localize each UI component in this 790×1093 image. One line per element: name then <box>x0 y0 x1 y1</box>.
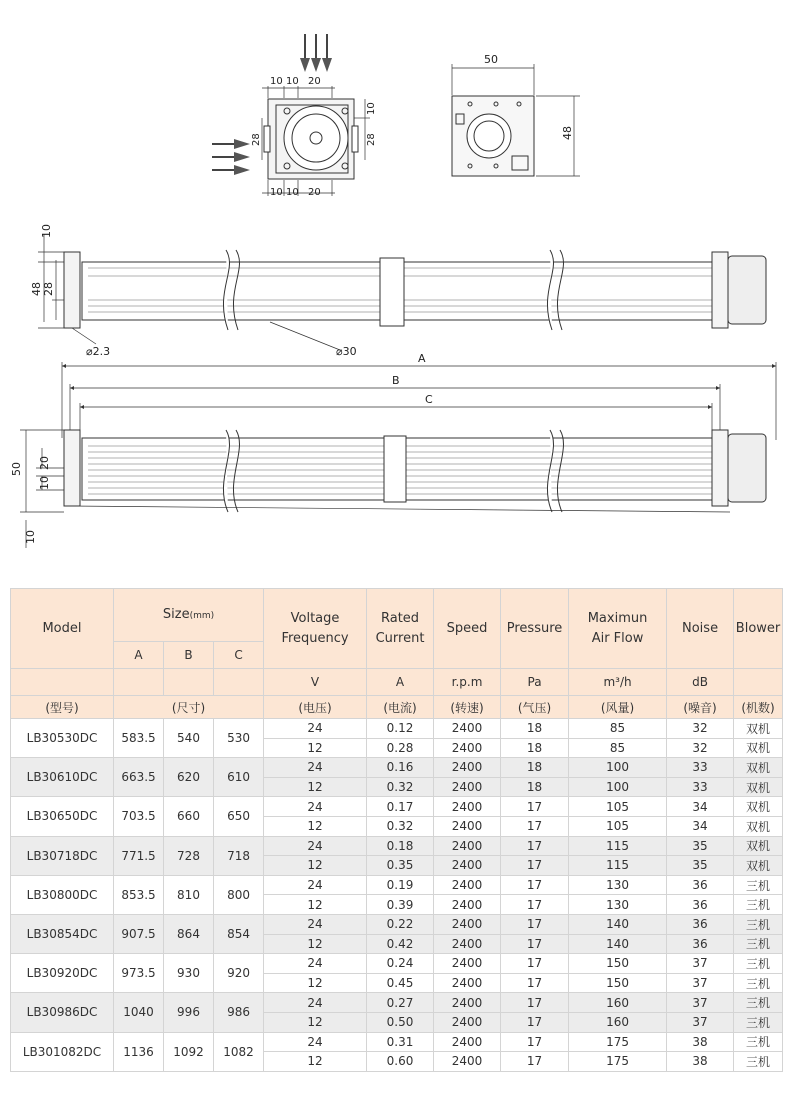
cn-speed: (转速) <box>434 696 501 719</box>
cell-noise: 37 <box>667 954 734 974</box>
cell-noise: 36 <box>667 895 734 915</box>
header-size-unit: (mm) <box>189 610 215 621</box>
airflow-arrows-top <box>305 34 327 62</box>
long-top-dim-48: 48 <box>30 282 43 296</box>
table-row <box>11 836 783 856</box>
cell-airflow: 160 <box>569 993 667 1013</box>
cn-airflow: (风量) <box>569 696 667 719</box>
table-row <box>11 1032 783 1052</box>
front-dim-top-2: 10 <box>286 76 299 87</box>
cell-voltage: 12 <box>264 738 367 758</box>
cell-speed: 2400 <box>434 875 501 895</box>
table-row <box>11 993 783 1013</box>
cell-pressure: 17 <box>501 836 569 856</box>
cell-voltage: 24 <box>264 954 367 974</box>
cell-current: 0.39 <box>367 895 434 915</box>
front-dim-bottom-1: 10 <box>270 187 283 198</box>
unit-noise: dB <box>667 669 734 696</box>
cell-current: 0.32 <box>367 816 434 836</box>
cell-airflow: 160 <box>569 1012 667 1032</box>
cell-noise: 37 <box>667 973 734 993</box>
cell-current: 0.22 <box>367 914 434 934</box>
cell-size-a: 663.5 <box>114 758 164 797</box>
cell-noise: 35 <box>667 836 734 856</box>
header-voltage: Voltage Frequency <box>264 589 367 669</box>
cell-blower: 三机 <box>734 1052 783 1072</box>
cell-voltage: 12 <box>264 1012 367 1032</box>
long-top-dim-28: 28 <box>42 282 55 296</box>
table-row <box>11 758 783 778</box>
cell-noise: 35 <box>667 856 734 876</box>
cell-current: 0.31 <box>367 1032 434 1052</box>
cell-speed: 2400 <box>434 816 501 836</box>
cell-voltage: 24 <box>264 758 367 778</box>
unit-blower-empty <box>734 669 783 696</box>
cell-blower: 三机 <box>734 1012 783 1032</box>
cell-pressure: 17 <box>501 1012 569 1032</box>
long-top-dim-10: 10 <box>40 224 53 238</box>
cell-speed: 2400 <box>434 934 501 954</box>
cell-blower: 三机 <box>734 895 783 915</box>
long-bottom-dim-10b: 10 <box>24 530 37 544</box>
cell-voltage: 24 <box>264 797 367 817</box>
cell-airflow: 105 <box>569 816 667 836</box>
cell-size-a: 771.5 <box>114 836 164 875</box>
cell-size-c: 718 <box>214 836 264 875</box>
cell-model: LB30530DC <box>11 719 114 758</box>
cell-current: 0.32 <box>367 777 434 797</box>
front-dim-left: 28 <box>251 133 262 146</box>
cell-current: 0.18 <box>367 836 434 856</box>
unit-pressure: Pa <box>501 669 569 696</box>
cn-blower: (机数) <box>734 696 783 719</box>
cell-speed: 2400 <box>434 1032 501 1052</box>
cell-pressure: 18 <box>501 777 569 797</box>
cell-model: LB30650DC <box>11 797 114 836</box>
cell-size-c: 800 <box>214 875 264 914</box>
cell-voltage: 24 <box>264 836 367 856</box>
units-row-2 <box>11 669 783 696</box>
cn-size: (尺寸) <box>114 696 264 719</box>
cell-voltage: 24 <box>264 993 367 1013</box>
cell-speed: 2400 <box>434 797 501 817</box>
cell-current: 0.24 <box>367 954 434 974</box>
cn-pressure: (气压) <box>501 696 569 719</box>
cell-pressure: 17 <box>501 973 569 993</box>
cell-blower: 三机 <box>734 973 783 993</box>
unit-a: A <box>114 642 164 669</box>
cell-noise: 38 <box>667 1052 734 1072</box>
cell-pressure: 17 <box>501 1052 569 1072</box>
unit-c: C <box>214 642 264 669</box>
cell-size-a: 853.5 <box>114 875 164 914</box>
cell-blower: 双机 <box>734 777 783 797</box>
cell-speed: 2400 <box>434 914 501 934</box>
unit-b-empty <box>164 669 214 696</box>
cell-pressure: 17 <box>501 954 569 974</box>
cell-speed: 2400 <box>434 738 501 758</box>
cell-airflow: 140 <box>569 914 667 934</box>
cell-current: 0.19 <box>367 875 434 895</box>
cell-size-b: 864 <box>164 914 214 953</box>
cell-size-b: 996 <box>164 993 214 1032</box>
cell-size-b: 1092 <box>164 1032 214 1071</box>
cell-blower: 三机 <box>734 954 783 974</box>
unit-a-empty <box>114 669 164 696</box>
cell-current: 0.45 <box>367 973 434 993</box>
chinese-row <box>11 696 783 719</box>
front-dim-bottom-2: 10 <box>286 187 299 198</box>
unit-b: B <box>164 642 214 669</box>
dim-B: B <box>392 374 400 387</box>
cell-noise: 36 <box>667 914 734 934</box>
cell-airflow: 100 <box>569 777 667 797</box>
cell-airflow: 115 <box>569 856 667 876</box>
cell-voltage: 12 <box>264 1052 367 1072</box>
header-current: Rated Current <box>367 589 434 669</box>
header-airflow: Maximun Air Flow <box>569 589 667 669</box>
cell-pressure: 17 <box>501 1032 569 1052</box>
cell-size-b: 728 <box>164 836 214 875</box>
cell-blower: 双机 <box>734 836 783 856</box>
table-row <box>11 875 783 895</box>
cell-pressure: 17 <box>501 856 569 876</box>
cell-size-c: 986 <box>214 993 264 1032</box>
cell-noise: 33 <box>667 777 734 797</box>
cell-model: LB30854DC <box>11 914 114 953</box>
cell-pressure: 17 <box>501 914 569 934</box>
cell-current: 0.60 <box>367 1052 434 1072</box>
cell-airflow: 105 <box>569 797 667 817</box>
long-view-top <box>38 234 766 350</box>
hole-diameter-label: ⌀2.3 <box>86 345 111 358</box>
cell-airflow: 115 <box>569 836 667 856</box>
unit-current: A <box>367 669 434 696</box>
long-view-bottom <box>20 362 776 548</box>
cell-voltage: 12 <box>264 934 367 954</box>
header-pressure: Pressure <box>501 589 569 669</box>
table-row <box>11 954 783 974</box>
cell-size-c: 650 <box>214 797 264 836</box>
cell-voltage: 12 <box>264 777 367 797</box>
side-view <box>452 64 580 176</box>
cell-current: 0.16 <box>367 758 434 778</box>
cell-blower: 三机 <box>734 875 783 895</box>
cell-blower: 三机 <box>734 993 783 1013</box>
cell-airflow: 100 <box>569 758 667 778</box>
cell-blower: 双机 <box>734 816 783 836</box>
cell-voltage: 12 <box>264 856 367 876</box>
cell-size-c: 610 <box>214 758 264 797</box>
cell-size-c: 530 <box>214 719 264 758</box>
cn-model: (型号) <box>11 696 114 719</box>
cell-size-a: 1040 <box>114 993 164 1032</box>
cell-model: LB30718DC <box>11 836 114 875</box>
unit-airflow: m³/h <box>569 669 667 696</box>
cell-voltage: 12 <box>264 895 367 915</box>
cell-noise: 34 <box>667 816 734 836</box>
cell-voltage: 24 <box>264 875 367 895</box>
cell-noise: 36 <box>667 934 734 954</box>
cell-airflow: 130 <box>569 875 667 895</box>
header-model: Model <box>11 589 114 669</box>
cell-airflow: 130 <box>569 895 667 915</box>
cell-pressure: 17 <box>501 816 569 836</box>
cell-airflow: 175 <box>569 1032 667 1052</box>
cell-size-a: 1136 <box>114 1032 164 1071</box>
cell-blower: 三机 <box>734 1032 783 1052</box>
cell-blower: 双机 <box>734 719 783 739</box>
header-noise: Noise <box>667 589 734 669</box>
cell-noise: 38 <box>667 1032 734 1052</box>
cell-model: LB301082DC <box>11 1032 114 1071</box>
cell-speed: 2400 <box>434 895 501 915</box>
unit-model-empty <box>11 669 114 696</box>
cell-pressure: 18 <box>501 719 569 739</box>
cell-speed: 2400 <box>434 1052 501 1072</box>
cn-current: (电流) <box>367 696 434 719</box>
cell-speed: 2400 <box>434 777 501 797</box>
cell-speed: 2400 <box>434 954 501 974</box>
cell-noise: 37 <box>667 1012 734 1032</box>
cell-voltage: 24 <box>264 1032 367 1052</box>
cell-size-c: 854 <box>214 914 264 953</box>
front-dim-bottom-3: 20 <box>308 187 321 198</box>
cell-airflow: 85 <box>569 719 667 739</box>
cell-blower: 三机 <box>734 934 783 954</box>
header-speed: Speed <box>434 589 501 669</box>
cell-airflow: 175 <box>569 1052 667 1072</box>
cell-speed: 2400 <box>434 758 501 778</box>
cell-size-c: 1082 <box>214 1032 264 1071</box>
cell-pressure: 18 <box>501 738 569 758</box>
front-dim-top-1: 10 <box>270 76 283 87</box>
front-dim-right: 28 <box>366 133 377 146</box>
cell-model: LB30986DC <box>11 993 114 1032</box>
header-blower: Blower <box>734 589 783 669</box>
cell-blower: 双机 <box>734 758 783 778</box>
cell-pressure: 18 <box>501 758 569 778</box>
cell-pressure: 17 <box>501 797 569 817</box>
unit-c-empty <box>214 669 264 696</box>
table-row <box>11 719 783 739</box>
cell-size-b: 810 <box>164 875 214 914</box>
cell-size-a: 973.5 <box>114 954 164 993</box>
cell-current: 0.28 <box>367 738 434 758</box>
cell-noise: 32 <box>667 719 734 739</box>
header-row <box>11 589 783 642</box>
cell-noise: 32 <box>667 738 734 758</box>
cell-speed: 2400 <box>434 856 501 876</box>
cell-size-a: 583.5 <box>114 719 164 758</box>
long-bottom-dim-50: 50 <box>10 462 23 476</box>
side-dim-height: 48 <box>561 126 574 140</box>
cell-model: LB30610DC <box>11 758 114 797</box>
cell-model: LB30800DC <box>11 875 114 914</box>
cell-blower: 双机 <box>734 797 783 817</box>
cell-noise: 34 <box>667 797 734 817</box>
long-bottom-dim-20: 20 <box>38 456 51 470</box>
cell-speed: 2400 <box>434 719 501 739</box>
cell-size-c: 920 <box>214 954 264 993</box>
cell-airflow: 150 <box>569 973 667 993</box>
cell-voltage: 24 <box>264 914 367 934</box>
long-bottom-dim-10: 10 <box>38 476 51 490</box>
cell-blower: 三机 <box>734 914 783 934</box>
cell-noise: 36 <box>667 875 734 895</box>
spec-table <box>10 588 783 1072</box>
cell-airflow: 85 <box>569 738 667 758</box>
header-size: Size(mm) <box>114 589 264 642</box>
front-view <box>212 34 370 196</box>
table-row <box>11 797 783 817</box>
cell-airflow: 140 <box>569 934 667 954</box>
cell-pressure: 17 <box>501 934 569 954</box>
spec-table-body <box>11 719 783 1072</box>
cell-speed: 2400 <box>434 836 501 856</box>
dim-A: A <box>418 352 426 365</box>
cell-blower: 双机 <box>734 738 783 758</box>
cell-model: LB30920DC <box>11 954 114 993</box>
cell-size-a: 907.5 <box>114 914 164 953</box>
front-dim-top-3: 20 <box>308 76 321 87</box>
cell-size-a: 703.5 <box>114 797 164 836</box>
cn-voltage: (电压) <box>264 696 367 719</box>
cn-noise: (噪音) <box>667 696 734 719</box>
cell-current: 0.27 <box>367 993 434 1013</box>
cell-pressure: 17 <box>501 875 569 895</box>
cell-blower: 双机 <box>734 856 783 876</box>
cell-airflow: 150 <box>569 954 667 974</box>
cell-noise: 37 <box>667 993 734 1013</box>
unit-speed: r.p.m <box>434 669 501 696</box>
cell-speed: 2400 <box>434 1012 501 1032</box>
cell-voltage: 24 <box>264 719 367 739</box>
cell-size-b: 620 <box>164 758 214 797</box>
cell-size-b: 540 <box>164 719 214 758</box>
cell-speed: 2400 <box>434 973 501 993</box>
cell-size-b: 930 <box>164 954 214 993</box>
cell-voltage: 12 <box>264 816 367 836</box>
cell-speed: 2400 <box>434 993 501 1013</box>
cell-pressure: 17 <box>501 993 569 1013</box>
cell-current: 0.50 <box>367 1012 434 1032</box>
cell-size-b: 660 <box>164 797 214 836</box>
cell-voltage: 12 <box>264 973 367 993</box>
cell-noise: 33 <box>667 758 734 778</box>
table-row <box>11 914 783 934</box>
unit-voltage: V <box>264 669 367 696</box>
side-dim-width: 50 <box>484 53 498 66</box>
cell-current: 0.17 <box>367 797 434 817</box>
cell-current: 0.42 <box>367 934 434 954</box>
cell-current: 0.35 <box>367 856 434 876</box>
dim-C: C <box>425 393 433 406</box>
shaft-diameter-label: ⌀30 <box>336 345 357 358</box>
cell-current: 0.12 <box>367 719 434 739</box>
cell-pressure: 17 <box>501 895 569 915</box>
front-dim-right-top: 10 <box>366 102 377 115</box>
